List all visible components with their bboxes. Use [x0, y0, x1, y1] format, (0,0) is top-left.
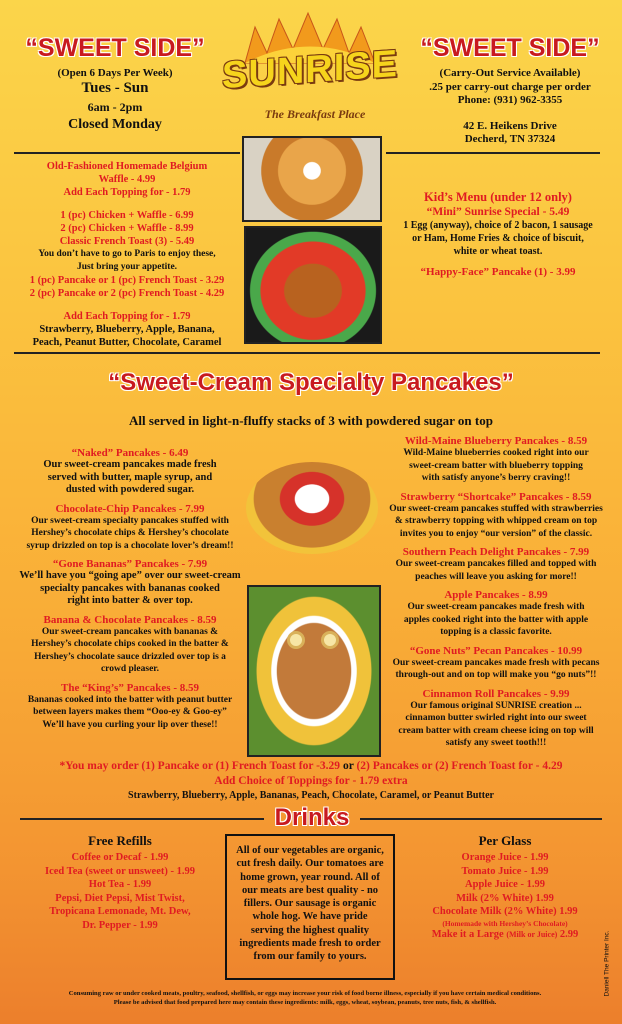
right-header-title: “SWEET SIDE”	[420, 34, 600, 62]
menu-line: Add Each Topping for - 1.79	[63, 187, 191, 198]
kids-title: Kid’s Menu (under 12 only)	[424, 190, 572, 204]
pancake-item	[378, 491, 614, 541]
drink-item: Tropicana Lemonade, Mt. Dew,	[49, 906, 191, 917]
pancake-desc: Hershey’s chocolate chips & Hershey’s chocolate	[31, 528, 229, 538]
drink-item: Chocolate Milk (2% White) 1.99	[432, 906, 578, 917]
pancake-desc: through-out and on top will make you “go nuts”!!	[395, 670, 597, 680]
pancake-desc: We’ll have you “going ape” over our sweet-cream	[19, 570, 241, 581]
order-double: (2) Pancakes or (2) French Toast for - 4.29	[356, 760, 563, 772]
pancake-name: “Gone Nuts” Pecan Pancakes - 10.99	[409, 644, 583, 657]
sunrise-logo	[215, 5, 405, 130]
per-glass	[400, 833, 610, 942]
free-refills-title: Free Refills	[88, 833, 152, 848]
hours-line: Closed Monday	[68, 117, 162, 132]
menu-line: Add Each Topping for - 1.79	[63, 311, 191, 322]
divider	[14, 152, 240, 154]
hours-line: (Open 6 Days Per Week)	[57, 67, 173, 79]
drink-item: Apple Juice - 1.99	[465, 879, 545, 890]
pancake-name: Banana & Chocolate Pancakes - 8.59	[43, 613, 217, 626]
pancake-desc: syrup drizzled on top is a chocolate lover’s dream!!	[26, 540, 234, 551]
large-note: (Milk or Juice)	[506, 929, 558, 939]
pancake-name: Cinnamon Roll Pancakes - 9.99	[422, 687, 570, 700]
pancake-item	[378, 546, 614, 583]
pancake-item	[16, 558, 244, 608]
divider	[20, 818, 264, 820]
toppings-line: Strawberry, Blueberry, Apple, Banana,	[39, 324, 215, 335]
menu-line: 2 (pc) Chicken + Waffle - 8.99	[60, 223, 194, 234]
printer-credit-wrap	[598, 910, 612, 1000]
drink-item: Hot Tea - 1.99	[88, 879, 152, 890]
pancakes-right	[378, 435, 614, 750]
banana-eye-icon	[321, 631, 339, 649]
pancake-desc: right into batter & over top.	[67, 595, 193, 606]
waffle-section	[14, 160, 240, 349]
pancake-desc: Bananas cooked into the batter with peanut butter	[27, 694, 233, 705]
drink-item: Dr. Pepper - 1.99	[82, 919, 158, 931]
pancake-item	[16, 503, 244, 553]
pancake-desc: Our sweet-cream pancakes stuffed with strawberries	[389, 503, 603, 514]
drink-item: Milk (2% White) 1.99	[456, 892, 554, 904]
contact-line: 42 E. Heikens Drive	[463, 119, 557, 132]
quality-notice-box: All of our vegetables are organic, cut fresh daily. Our tomatoes are home grown, year round. All of our meats are best quality - no fillers. Our sausage is organic whole hog. We have pride serving the highest quality ingredients made fresh to order from our family to yours.	[225, 834, 395, 980]
divider	[14, 352, 600, 354]
pancake-desc: Hershey’s chocolate sauce drizzled over top is a	[34, 651, 226, 662]
drink-item: Orange Juice - 1.99	[461, 852, 549, 863]
toppings-line: Peach, Peanut Butter, Chocolate, Caramel	[32, 337, 222, 348]
pancakes-subtitle: All served in light-n-fluffy stacks of 3 with powdered sugar on top	[129, 413, 493, 428]
hours-line: 6am - 2pm	[87, 100, 143, 114]
pancake-desc: specialty pancakes with bananas cooked	[40, 582, 220, 594]
pancake-name: Strawberry “Shortcake” Pancakes - 8.59	[400, 490, 592, 503]
kids-happy: “Happy-Face” Pancake (1) - 3.99	[420, 266, 576, 278]
drinks-title: Drinks	[274, 804, 350, 831]
kids-special: “Mini” Sunrise Special - 5.49	[426, 206, 570, 218]
logo-tagline: The Breakfast Place	[264, 107, 366, 121]
printer-credit: Daniell The Printer Inc.	[603, 930, 611, 997]
large-price: 2.99	[559, 928, 579, 940]
pancake-name: Wild-Maine Blueberry Pancakes - 8.59	[404, 435, 588, 447]
pancake-desc: Our sweet-cream pancakes made fresh with pecans	[392, 657, 600, 668]
free-refills	[20, 833, 220, 932]
menu-line: Old-Fashioned Homemade Belgium	[46, 161, 208, 172]
order-line	[0, 760, 622, 772]
logo-text: SUNRISE	[222, 42, 398, 98]
pancake-desc: & strawberry topping with whipped cream on top	[394, 516, 598, 526]
pancake-name: “Gone Bananas” Pancakes - 7.99	[52, 558, 208, 570]
menu-line: Classic French Toast (3) - 5.49	[59, 236, 195, 247]
pancake-desc: Our sweet-cream pancakes made fresh with	[407, 602, 585, 612]
pancake-name: “Naked” Pancakes - 6.49	[71, 447, 189, 459]
disclaimer-line: Consuming raw or under cooked meats, poultry, seafood, shellfish, or eggs may increase your risk of food borne illness, especially if you have certain medical conditions.	[68, 990, 542, 997]
kids-desc: white or wheat toast.	[453, 246, 543, 257]
pancake-desc: cinnamon butter swirled right into our sweet	[405, 713, 587, 723]
contact-block	[410, 67, 610, 147]
menu-line: 1 (pc) Pancake or 1 (pc) French Toast - 3.29	[29, 275, 225, 286]
order-single: *You may order (1) Pancake or (1) French Toast for -3.29	[59, 760, 341, 772]
toppings-add: Add Choice of Toppings for - 1.79 extra	[214, 775, 408, 787]
menu-line: Waffle - 4.99	[98, 174, 156, 185]
pancake-name: Southern Peach Delight Pancakes - 7.99	[402, 546, 590, 558]
pancake-desc: Our sweet-cream pancakes made fresh	[43, 459, 217, 470]
pancake-desc: We’ll have you curling your lip over these!!	[42, 719, 218, 730]
pancake-desc: Hershey’s chocolate chips cooked in the batter &	[31, 639, 229, 649]
drink-item: Iced Tea (sweet or unsweet) - 1.99	[45, 865, 195, 877]
pancake-desc: served with butter, maple syrup, and	[47, 471, 213, 483]
pancakes-title: “Sweet-Cream Specialty Pancakes”	[108, 369, 514, 396]
pancake-item	[16, 447, 244, 497]
pancake-item	[16, 614, 244, 676]
order-or: or	[342, 760, 354, 772]
contact-line: .25 per carry-out charge per order	[429, 80, 591, 93]
drink-note: (Homemade with Hershey’s Chocolate)	[442, 918, 568, 928]
footer-disclaimer	[10, 990, 600, 1007]
pancake-desc: cream batter with cream cheese icing on top will	[398, 725, 594, 736]
toppings-list: Strawberry, Blueberry, Apple, Bananas, Peach, Chocolate, Caramel, or Peanut Butter	[128, 790, 494, 801]
drink-item: Pepsi, Diet Pepsi, Mist Twist,	[55, 892, 185, 904]
pancake-item	[16, 682, 244, 732]
contact-line: (Carry-Out Service Available)	[439, 67, 581, 79]
kids-menu	[384, 190, 612, 278]
pancake-desc: dusted with powdered sugar.	[65, 484, 195, 495]
contact-line: Decherd, TN 37324	[464, 133, 556, 145]
waffle-photo	[242, 136, 382, 222]
pancake-desc: crowd pleaser.	[100, 664, 160, 674]
pancake-name: Apple Pancakes - 8.99	[444, 589, 548, 601]
pancake-desc: Our sweet-cream pancakes filled and topped with	[395, 559, 597, 569]
pancake-desc: with satisfy anyone’s berry craving!!	[421, 473, 571, 483]
pancake-name: The “King’s” Pancakes - 8.59	[60, 681, 199, 694]
happy-face-pancake-photo	[247, 585, 381, 757]
pancake-name: Chocolate-Chip Pancakes - 7.99	[55, 502, 205, 515]
french-toast-photo	[244, 226, 382, 344]
kids-desc: or Ham, Home Fries & choice of biscuit,	[412, 233, 584, 244]
pancake-desc: Our sweet-cream pancakes with bananas &	[41, 626, 219, 637]
pancake-desc: sweet-cream batter with blueberry topping	[409, 460, 583, 471]
menu-note: You don’t have to go to Paris to enjoy these,	[38, 249, 216, 259]
strawberry-pancake-photo	[246, 462, 378, 554]
left-header-title: “SWEET SIDE”	[25, 34, 205, 62]
divider	[360, 818, 602, 820]
large-label: Make it a Large	[431, 928, 504, 940]
menu-note: Just bring your appetite.	[76, 262, 178, 272]
per-glass-title: Per Glass	[478, 833, 532, 848]
pancake-item	[378, 589, 614, 639]
pancake-desc: Our sweet-cream specialty pancakes stuffed with	[31, 515, 229, 526]
pancake-desc: Wild-Maine blueberries cooked right into our	[403, 448, 589, 458]
kids-desc: 1 Egg (anyway), choice of 2 bacon, 1 sausage	[403, 220, 593, 231]
hours-block	[20, 67, 210, 133]
menu-line: 2 (pc) Pancake or 2 (pc) French Toast - 4.29	[29, 288, 225, 299]
drink-item: Tomato Juice - 1.99	[461, 865, 549, 877]
drink-item-large	[400, 928, 610, 942]
hours-line: Tues - Sun	[81, 80, 149, 96]
menu-line: 1 (pc) Chicken + Waffle - 6.99	[60, 210, 194, 221]
pancake-desc: Our famous original SUNRISE creation ...	[410, 700, 582, 711]
pancake-desc: peaches will leave you asking for more!!	[415, 571, 577, 582]
pancake-item	[378, 435, 614, 485]
pancakes-left	[16, 447, 244, 731]
contact-line: Phone: (931) 962-3355	[457, 94, 563, 106]
pancake-desc: apples cooked right into the batter with apple	[403, 614, 589, 625]
pancake-desc: topping is a classic favorite.	[440, 627, 552, 637]
pancake-desc: satisfy any sweet tooth!!!	[445, 738, 547, 748]
pancake-desc: between layers makes them “Ooo-ey & Goo-ey”	[33, 707, 227, 717]
drink-item: Coffee or Decaf - 1.99	[71, 852, 169, 863]
disclaimer-line: Please be advised that food prepared here may contain these ingredients: milk, eggs, wheat, soybean, peanuts, tree nuts, fish, & shellfish.	[113, 998, 497, 1006]
divider	[386, 152, 600, 154]
banana-eye-icon	[287, 631, 305, 649]
pancake-item	[378, 688, 614, 750]
pancake-desc: invites you to enjoy “our version” of the classic.	[399, 528, 593, 539]
pancake-item	[378, 645, 614, 682]
